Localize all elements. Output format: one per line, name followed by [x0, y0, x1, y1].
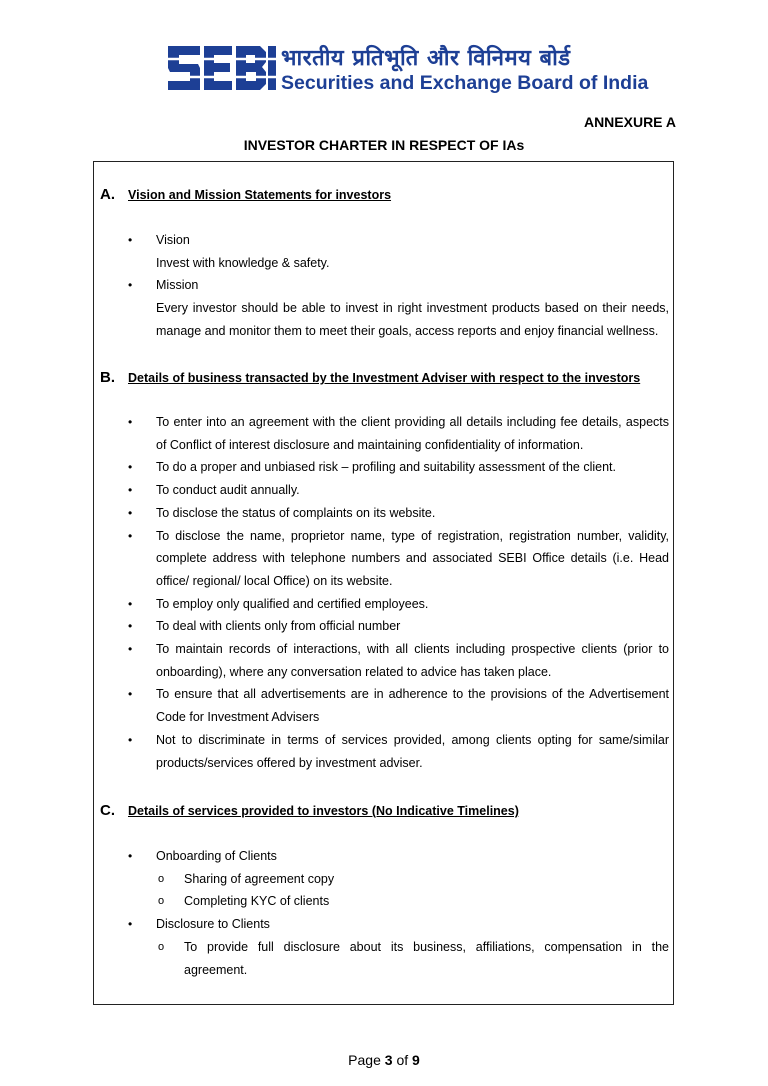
list-item: • To deal with clients only from official number [125, 615, 669, 638]
org-name-english: Securities and Exchange Board of India [281, 72, 649, 94]
org-name-hindi: भारतीय प्रतिभूति और विनिमय बोर्ड [281, 46, 571, 71]
mission-text: Every investor should be able to invest in right investment products based on their needs, manage and monitor them to meet their goals, access reports and enjoy financial wellness. [156, 301, 669, 338]
section-c-heading [100, 802, 519, 819]
disclosure-label: • Disclosure to Clients [156, 917, 270, 932]
vision-text: Invest with knowledge & safety. [156, 255, 330, 270]
section-b-list [125, 411, 669, 774]
page-prefix: Page [348, 1052, 381, 1068]
list-item [125, 274, 669, 342]
section-b-title: Details of business transacted by the Investment Adviser with respect to the investors [128, 371, 641, 385]
section-c-title: Details of services provided to investors (No Indicative Timelines) [128, 804, 519, 818]
list-item [125, 845, 669, 913]
page-number [0, 1052, 768, 1068]
list-item [125, 913, 669, 981]
sebi-logo [166, 42, 649, 96]
list-item: • To disclose the status of complaints on its website. [125, 502, 669, 525]
page-current: 3 [384, 1052, 393, 1068]
section-b-heading [100, 369, 640, 386]
mission-label: • Mission [156, 278, 199, 293]
list-item [125, 229, 669, 274]
section-c-list [125, 845, 669, 981]
sebi-logo-mark [166, 42, 276, 96]
sub-list-item: o Sharing of agreement copy [156, 868, 669, 891]
section-a-letter: A. [100, 186, 115, 203]
list-item: • To disclose the name, proprietor name, type of registration, registration number, validity, complete address with telephone numbers and associated SEBI Office details (i.e. Head office/ regional/ local Office) on its website. [125, 525, 669, 593]
onboarding-label: • Onboarding of Clients [156, 849, 277, 863]
list-item: • To maintain records of interactions, with all clients including prospective clients (prior to onboarding), where any conversation related to advice has taken place. [125, 638, 669, 683]
sub-list-item: o Completing KYC of clients [156, 890, 669, 913]
page-of: of [396, 1052, 409, 1068]
list-item: • To ensure that all advertisements are in adherence to the provisions of the Advertisement Code for Investment Advisers [125, 683, 669, 728]
page-total: 9 [412, 1052, 420, 1068]
section-b-letter: B. [100, 369, 115, 386]
list-item: • To enter into an agreement with the client providing all details including fee details, aspects of Conflict of interest disclosure and maintaining confidentiality of information. [125, 411, 669, 456]
page-title: INVESTOR CHARTER IN RESPECT OF IAs [243, 137, 525, 153]
list-item: • Not to discriminate in terms of services provided, among clients opting for same/similar products/services offered by investment adviser. [125, 729, 669, 774]
list-item: • To employ only qualified and certified employees. [125, 593, 669, 616]
onboarding-sub-list [156, 868, 669, 913]
list-item: • To do a proper and unbiased risk – profiling and suitability assessment of the client. [125, 456, 669, 479]
vision-label: • Vision [156, 233, 190, 247]
sub-list-item: o To provide full disclosure about its business, affiliations, compensation in the agreement. [156, 936, 669, 981]
section-c-letter: C. [100, 802, 115, 819]
annexure-label: ANNEXURE A [583, 114, 676, 130]
disclosure-sub-list [156, 936, 669, 981]
section-a-heading [100, 186, 391, 203]
section-a-list [125, 229, 669, 343]
list-item: • To conduct audit annually. [125, 479, 669, 502]
section-a-title: Vision and Mission Statements for investors [128, 188, 392, 202]
